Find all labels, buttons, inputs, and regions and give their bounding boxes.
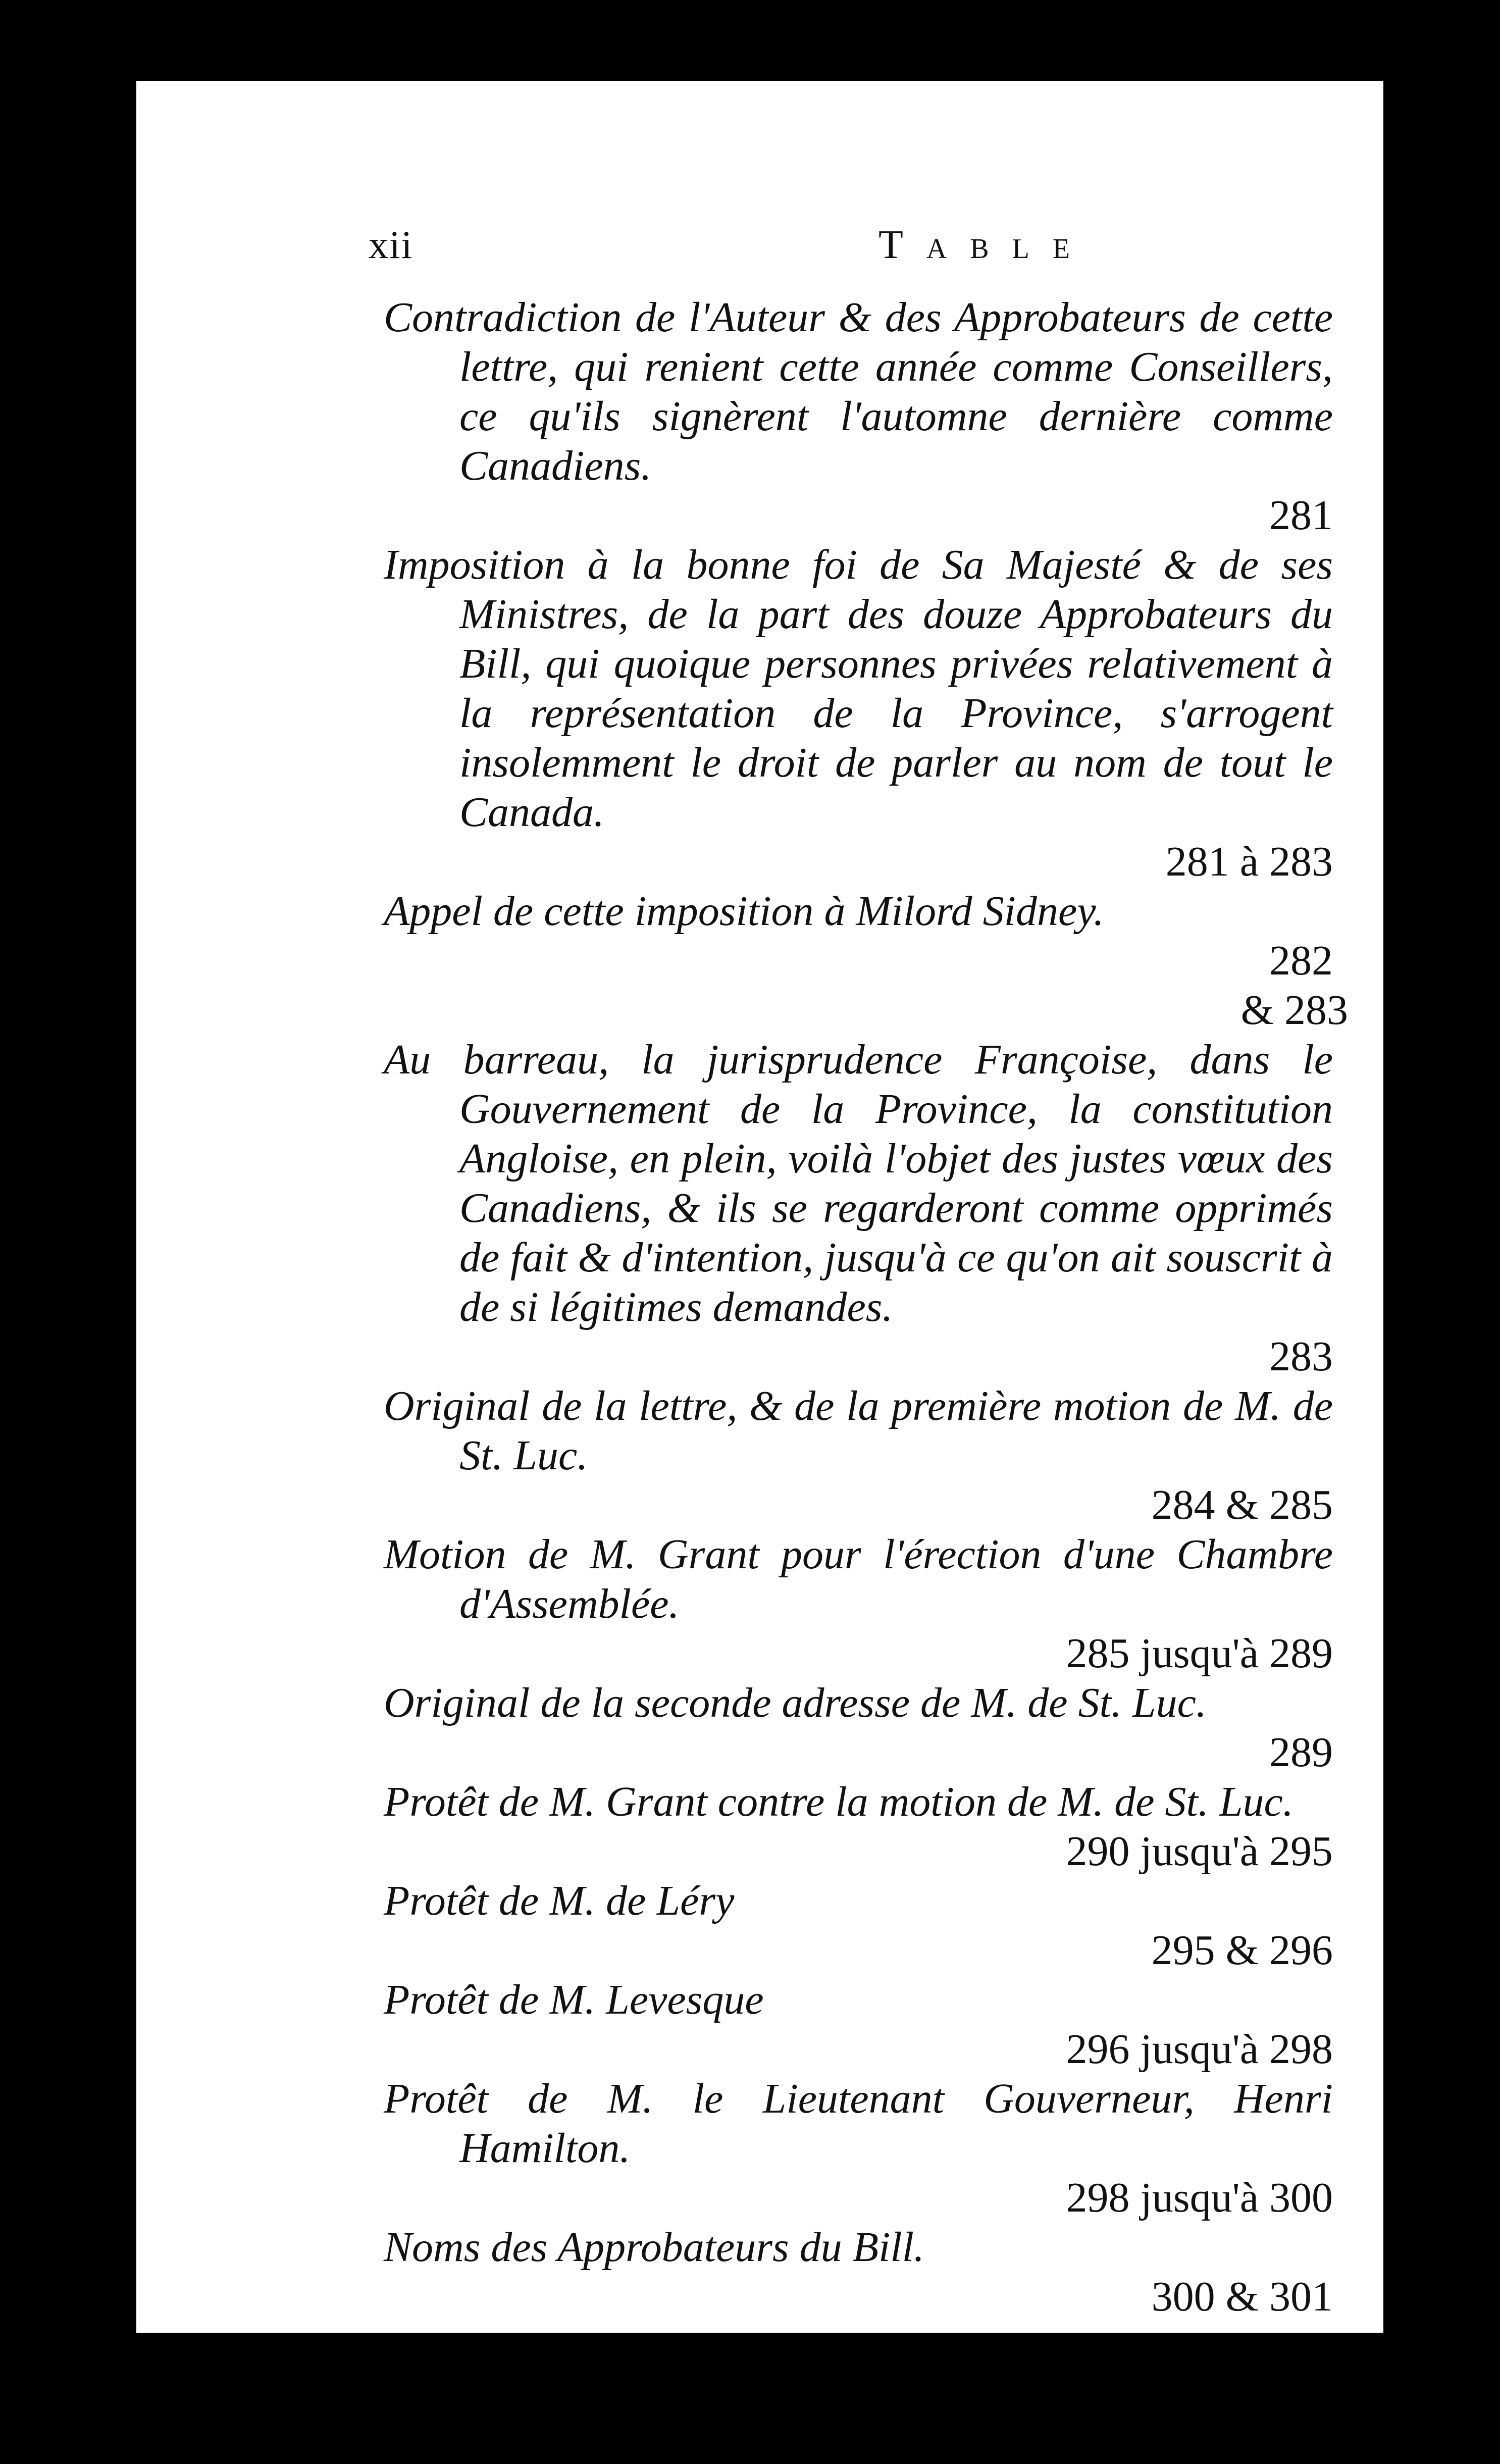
entry-text: Protêt de M. le Lieutenant Gouverneur, Henri Hamilton.: [384, 2075, 1333, 2172]
toc-entry: [384, 887, 1348, 1035]
entry-page-ref: 290 jusqu'à 295: [1066, 1828, 1333, 1875]
book-spine-shadow: [1383, 101, 1449, 2333]
entry-page-ref: 289: [1269, 1729, 1333, 1776]
toc-entry: [384, 1530, 1333, 1678]
toc-entry: [384, 1876, 1333, 1975]
entry-page-ref: 281 à 283: [1165, 838, 1333, 885]
entry-text: Au barreau, la jurisprudence Françoise, dans le Gouvernement de la Province, la constitution Angloise, en plein, voilà l'objet des justes vœux des Canadiens, & ils se regarderont comme opprimés de fait & d'intention, jusqu'à ce qu'on ait souscrit à de si légitimes demandes.: [384, 1036, 1333, 1330]
entry-text: Original de la lettre, & de la première motion de M. de St. Luc.: [384, 1382, 1333, 1479]
toc-entry: [384, 293, 1333, 540]
toc-entry: [384, 1035, 1333, 1381]
entry-page-ref: 284 & 285: [1151, 1481, 1333, 1528]
entry-page-ref: 281: [1269, 492, 1333, 539]
entry-page-ref: 298 jusqu'à 300: [1066, 2174, 1333, 2221]
toc-entry: [384, 2074, 1333, 2223]
page-header: [252, 222, 1338, 278]
running-title: Table: [878, 223, 1094, 267]
toc-entry: [384, 540, 1333, 887]
toc-entry: [384, 1678, 1333, 1777]
entry-text: Protêt de M. Levesque: [384, 1976, 764, 2023]
entry-page-ref: 285 jusqu'à 289: [1066, 1630, 1333, 1677]
entry-text: Appel de cette imposition à Milord Sidney.: [384, 888, 1104, 935]
entry-text: Contradiction de l'Auteur & des Approbateurs de cette lettre, qui renient cette année comme Conseillers, ce qu'ils signèrent l'automne dernière comme Canadiens.: [384, 294, 1333, 489]
toc-entry: [384, 2223, 1333, 2322]
entry-page-ref: 283: [1269, 1333, 1333, 1380]
entry-page-ref: 282: [1269, 937, 1333, 984]
entry-text: Original de la seconde adresse de M. de St. Luc.: [384, 1679, 1207, 1726]
toc-entry: [384, 1381, 1333, 1530]
entry-text: Imposition à la bonne foi de Sa Majesté & de ses Ministres, de la part des douze Approbateurs du Bill, qui quoique personnes privées relativement à la représentation de la Province, s'arrogent insolemment le droit de parler au nom de tout le Canada.: [384, 541, 1333, 836]
entry-text: Noms des Approbateurs du Bill.: [384, 2224, 925, 2271]
toc-entry: [384, 1777, 1333, 1876]
table-of-contents: [384, 293, 1348, 2322]
entry-text: Motion de M. Grant pour l'érection d'une Chambre d'Assemblée.: [384, 1531, 1333, 1627]
entry-page-ref: 296 jusqu'à 298: [1066, 2026, 1333, 2073]
toc-entry: [384, 1975, 1333, 2074]
entry-page-ref-continued: & 283: [1240, 987, 1348, 1034]
page-number: xii: [369, 223, 413, 267]
entry-text: Protêt de M. de Léry: [384, 1877, 735, 1924]
entry-page-ref: 295 & 296: [1151, 1927, 1333, 1974]
entry-text: Protêt de M. Grant contre la motion de M. de St. Luc.: [384, 1778, 1294, 1825]
entry-page-ref: 300 & 301: [1151, 2273, 1333, 2320]
